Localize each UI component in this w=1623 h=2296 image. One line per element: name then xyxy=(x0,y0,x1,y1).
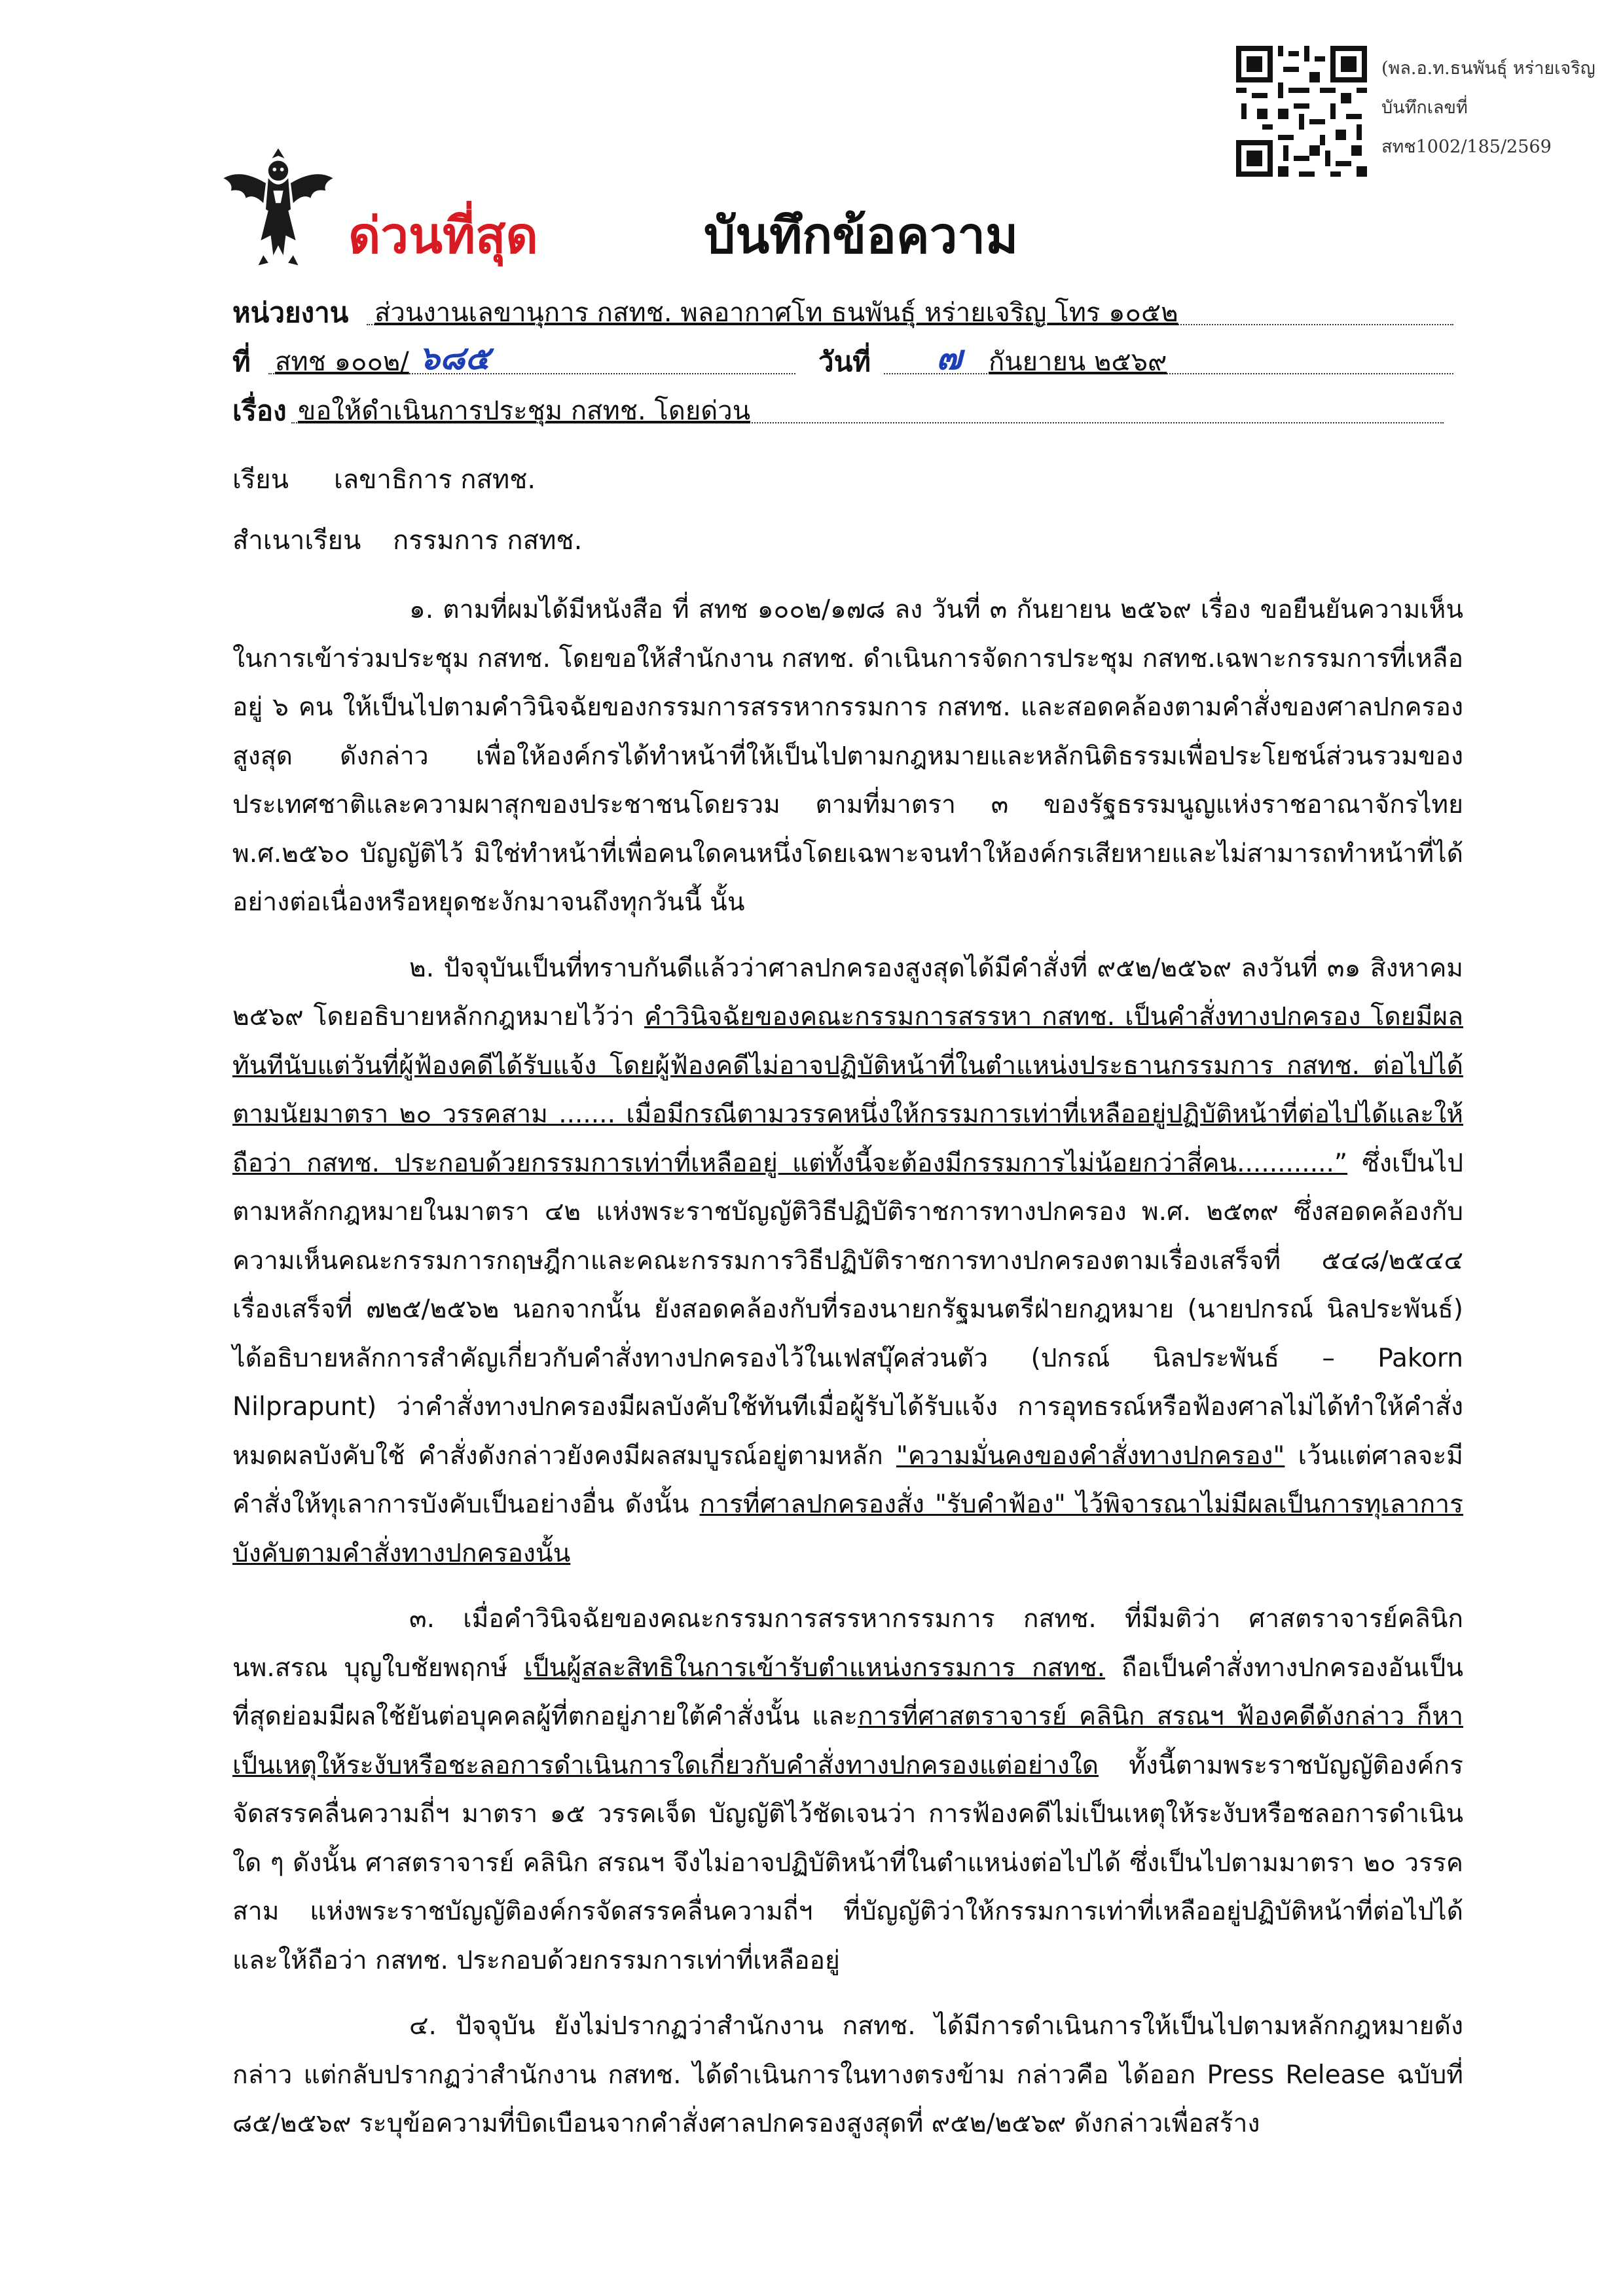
number-value: สทช ๑๐๐๒/ xyxy=(275,347,409,377)
cc-value: กรรมการ กสทช. xyxy=(393,526,583,556)
note-label: บันทึกเลขที่ xyxy=(1381,98,1468,118)
paragraph-1: ๑. ตามที่ผมได้มีหนังสือ ที่ สทช ๑๐๐๒/๑๗๘ ลง วันที่ ๓ กันยายน ๒๕๖๙ เรื่อง ขอยืนยันความเห็นในการเข้าร่วมประชุม กสทช. โดยขอให้สำนักงาน กสทช. ดำเนินการจัดการประชุม กสทช.เฉพาะกรรมการที่เหลืออยู่ ๖ คน ให้เป็นไปตามคำวินิจฉัยของกรรมการสรรหากรรมการ กสทช. และสอดคล้องตามคำสั่งของศาลปกครองสูงสุด ดังกล่าว เพื่อให้องค์กรได้ทำหน้าที่ให้เป็นไปตามกฎหมายและหลักนิติธรรมเพื่อประโยชน์ส่วนรวมของประเทศชาติและความผาสุกของประชาชนโดยรวม ตามที่มาตรา ๓ ของรัฐธรรมนูญแห่งราชอาณาจักรไทย พ.ศ.๒๕๖๐ บัญญัติไว้ มิใช่ทำหน้าที่เพื่อคนใดคนหนึ่งโดยเฉพาะจนทำให้องค์กรเสียหายและไม่สามารถทำหน้าที่ได้อย่างต่อเนื่องหรือหยุดชะงักมาจนถึงทุกวันนี้ นั้น xyxy=(232,595,1463,917)
memo-title: บันทึกข้อความ xyxy=(704,206,1019,264)
garuda-emblem-icon xyxy=(216,141,340,272)
urgency-label: ด่วนที่สุด xyxy=(348,206,538,264)
subject-label: เรื่อง xyxy=(232,395,287,427)
signer-note: (พล.อ.ท.ธนพันธุ์ หร่ายเจริญ xyxy=(1381,58,1596,79)
memo-body xyxy=(232,586,1463,2166)
p2-underlined-quote: คำวินิจฉัยของคณะกรรมการสรรหา กสทช. เป็นคำสั่งทางปกครอง โดยมีผลทันทีนับแต่วันที่ผู้ฟ้องคดีได้รับแจ้ง โดยผู้ฟ้องคดีไม่อาจปฏิบัติหน้าที่ในตำแหน่งประธานกรรมการ กสทช. ต่อไปได้ ตามนัยมาตรา ๒๐ วรรคสาม ....... เมื่อมีกรณีตามวรรคหนึ่งให้กรรมการเท่าที่เหลืออยู่ปฏิบัติหน้าที่ต่อไปได้และให้ถือว่า กสทช. ประกอบด้วยกรรมการเท่าที่เหลืออยู่ แต่ทั้งนี้จะต้องมีกรรมการไม่น้อยกว่าสี่คน............” xyxy=(232,1002,1463,1178)
agency-value: ส่วนงานเลขานุการ กสทช. พลอากาศโท ธนพันธุ์ หร่ายเจริญ โทร ๑๐๕๒ xyxy=(374,298,1178,328)
p3-underlined-lawsuit: การที่ศาสตราจารย์ คลินิก สรณฯ ฟ้องคดีดังกล่าว ก็หาเป็นเหตุให้ระงับหรือชะลอการดำเนินการใดเกี่ยวกับคำสั่งทางปกครองแต่อย่างใด xyxy=(232,1702,1463,1780)
p2-text-c: เว้นแต่ศาลจะมีคำสั่งให้ทุเลาการบังคับเป็นอย่างอื่น ดังนั้น xyxy=(232,1441,1463,1519)
p3-underlined-waiver: เป็นผู้สละสิทธิในการเข้ารับตำแหน่งกรรมการ กสทช. xyxy=(524,1653,1106,1683)
p3-text-b: ถือเป็นคำสั่งทางปกครองอันเป็นที่สุดย่อมมีผลใช้ยันต่อบุคคลผู้ที่ตกอยู่ภายใต้คำสั่งนั้น และ xyxy=(232,1653,1463,1731)
qr-code xyxy=(1236,46,1367,177)
agency-label: หน่วยงาน xyxy=(232,296,349,329)
paragraph-4: ๔. ปัจจุบัน ยังไม่ปรากฏว่าสำนักงาน กสทช. ได้มีการดำเนินการให้เป็นไปตามหลักกฎหมายดังกล่าว แต่กลับปรากฏว่าสำนักงาน กสทช. ได้ดำเนินการในทางตรงข้าม กล่าวคือ ได้ออก Press Release ฉบับที่ ๘๕/๒๕๖๙ ระบุข้อความที่บิดเบือนจากคำสั่งศาลปกครองสูงสุดที่ ๙๕๒/๒๕๖๙ ดังกล่าวเพื่อสร้าง xyxy=(232,2011,1463,2138)
paragraph-3 xyxy=(232,1595,1463,1985)
subject-value: ขอให้ดำเนินการประชุม กสทช. โดยด่วน xyxy=(298,396,751,426)
to-label: เรียน xyxy=(232,465,289,495)
cc-label: สำเนาเรียน xyxy=(232,526,361,556)
p2-underlined-conclusion: การที่ศาลปกครองสั่ง "รับคำฟ้อง" ไว้พิจารณาไม่มีผลเป็นการทุเลาการบังคับตามคำสั่งทางปกครองนั้น xyxy=(232,1490,1464,1568)
number-handwritten: ๖๘๕ xyxy=(419,338,490,377)
number-label: ที่ xyxy=(232,346,251,378)
p3-text-a: ๓. เมื่อคำวินิจฉัยของคณะกรรมการสรรหากรรมการ กสทช. ที่มีมติว่า ศาสตราจารย์คลินิก นพ.สรณ บุญใบชัยพฤกษ์ xyxy=(232,1604,1463,1683)
p3-text-c: ทั้งนี้ตามพระราชบัญญัติองค์กรจัดสรรคลื่นความถี่ฯ มาตรา ๑๕ วรรคเจ็ด บัญญัติไว้ชัดเจนว่า การฟ้องคดีไม่เป็นเหตุให้ระงับหรือชลอการดำเนินใด ๆ ดังนั้น ศาสตราจารย์ คลินิก สรณฯ จึงไม่อาจปฏิบัติหน้าที่ในตำแหน่งต่อไปได้ ซึ่งเป็นไปตามมาตรา ๒๐ วรรคสาม แห่งพระราชบัญญัติองค์กรจัดสรรคลื่นความถี่ฯ ที่บัญญัติว่าให้กรรมการเท่าที่เหลืออยู่ปฏิบัติหน้าที่ต่อไปได้ และให้ถือว่า กสทช. ประกอบด้วยกรรมการเท่าที่เหลืออยู่ xyxy=(232,1750,1463,1975)
reference-number: สทช1002/185/2569 xyxy=(1381,137,1552,157)
date-label: วันที่ xyxy=(818,346,871,378)
paragraph-2 xyxy=(232,944,1463,1579)
date-dotted-line xyxy=(884,373,1453,374)
date-value: กันยายน ๒๕๖๙ xyxy=(989,347,1167,377)
p2-text-b: ซึ่งเป็นไปตามหลักกฎหมายในมาตรา ๔๒ แห่งพระราชบัญญัติวิธีปฏิบัติราชการทางปกครอง พ.ศ. ๒๕๓๙ ซึ่งสอดคล้องกับความเห็นคณะกรรมการกฤษฎีกาและคณะกรรมการวิธีปฏิบัติราชการทางปกครองตามเรื่องเสร็จที่ ๕๔๘/๒๕๔๔ เรื่องเสร็จที่ ๗๒๕/๒๕๖๒ นอกจากนั้น ยังสอดคล้องกับที่รองนายกรัฐมนตรีฝ่ายกฎหมาย (นายปกรณ์ นิลประพันธ์) ได้อธิบายหลักการสำคัญเกี่ยวกับคำสั่งทางปกครองไว้ในเฟสบุ๊คส่วนตัว (ปกรณ์ นิลประพันธ์ – Pakorn Nilprapunt) ว่าคำสั่งทางปกครองมีผลบังคับใช้ทันทีเมื่อผู้รับได้รับแจ้ง การอุทธรณ์หรือฟ้องศาลไม่ได้ทำให้คำสั่งหมดผลบังคับใช้ คำสั่งดังกล่าวยังคงมีผลสมบูรณ์อยู่ตามหลัก xyxy=(232,1148,1463,1471)
p2-text-a: ๒. ปัจจุบันเป็นที่ทราบกันดีแล้วว่าศาลปกครองสูงสุดได้มีคำสั่งที่ ๙๕๒/๒๕๖๙ ลงวันที่ ๓๑ สิงหาคม ๒๕๖๙ โดยอธิบายหลักกฎหมายไว้ว่า xyxy=(232,953,1463,1031)
p2-underlined-principle: "ความมั่นคงของคำสั่งทางปกครอง" xyxy=(896,1441,1285,1471)
date-handwritten: ๗ xyxy=(936,338,962,378)
to-value: เลขาธิการ กสทช. xyxy=(334,465,536,495)
